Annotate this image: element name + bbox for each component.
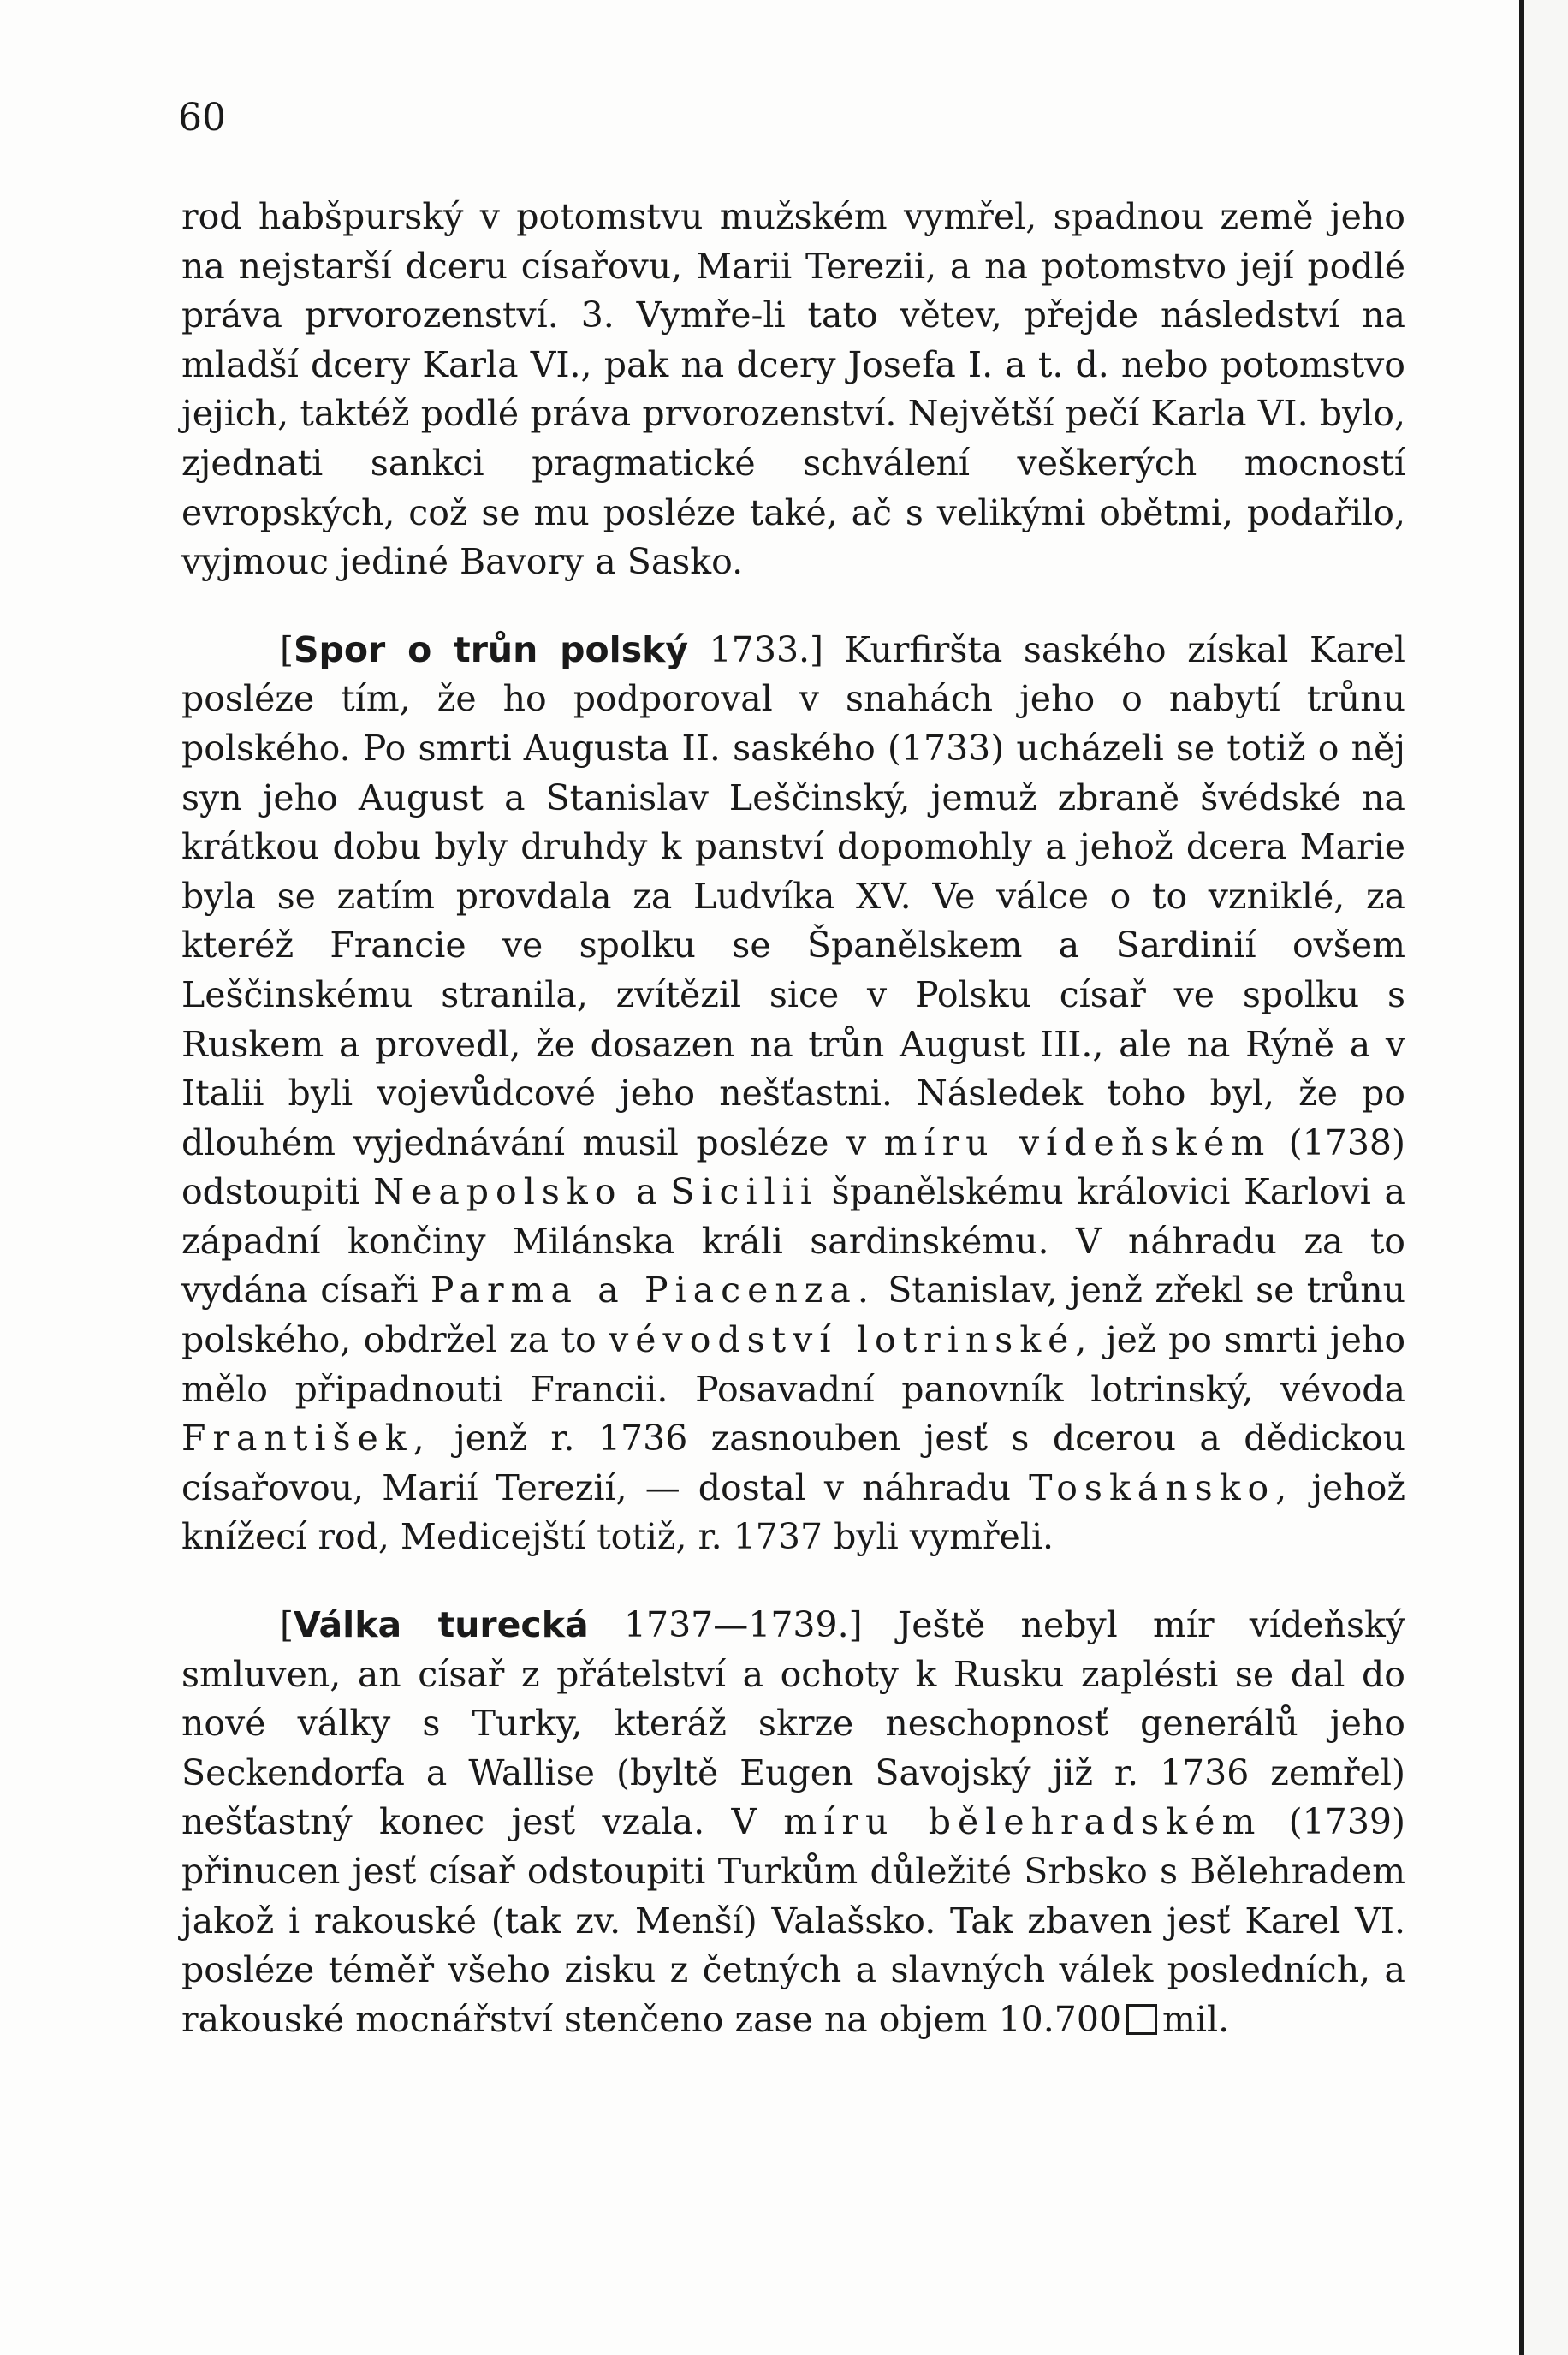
paragraph-3 [181,1601,1405,2044]
text-run: jenž r. 1736 zasnouben jesť s dcerou a dědickou císařovou, Marií Terezií, — dostal v náhradu [181,1418,1405,1508]
square-unit-icon [1126,2004,1157,2035]
text-run: a [622,1171,671,1213]
spaced-term: Sicilii [670,1171,818,1213]
text-run: Stanislav, jenž zřekl se trůnu polského, obdržel za to [181,1270,1406,1361]
body-text [181,193,1405,2044]
paragraph-2 [181,626,1405,1562]
text-run: mil. [1162,1998,1230,2040]
page-edge [1519,0,1568,2355]
page-number: 60 [178,96,226,140]
text-run: Kurfiršta saského získal Karel posléze tím, že ho podporoval v snahách jeho o nabytí trůnu polského. Po smrti Augusta II. saského (1733) ucházeli se totiž o něj syn jeho August a Stanislav Leščinský, jemuž zbraně švédské na krátkou dobu byly druhdy k panství dopomohly a jehož dcera Marie byla se zatím provdala za Ludvíka XV. Ve válce o to vzniklé, za kteréž Francie ve spolku se Španělskem a Sardinií ovšem Leščinskému stranila, zvítězil sice v Polsku císař ve spolku s Ruskem a provedl, že dosazen na trůn August III., ale na Rýně a v Italii byli vojevůdcové jeho nešťastni. Následek toho byl, že po dlouhém vyjednávání musil posléze v [181,628,1405,1163]
section-heading-year: 1737—1739.] [588,1604,863,1646]
text-run: jehož knížecí rod, Medicejští totiž, r. 1737 byli vymřeli. [181,1466,1405,1558]
spaced-term: míru vídeňském [883,1121,1272,1163]
text-run: jež po smrti jeho mělo připadnouti Francii. Posavadní panovník lotrinský, vévoda [181,1319,1406,1410]
spaced-term: vévodství lotrinské, [609,1319,1094,1361]
text-run: španělskému královici Karlovi a západní končiny Milánska králi sardinskému. V náhradu za to vydána císaři [181,1171,1405,1311]
text-run: (1739) přinucen jesť císař odstoupiti Turkům důležité Srbsko s Bělehradem jakož i rakouské (tak zv. Menší) Valašsko. Tak zbaven jesť Karel VI. posléze téměř všeho zisku z četných a slavných válek posledních, a rakouské mocnářství stenčeno zase na objem 10.700 [181,1801,1406,2040]
section-heading-polish-succession: Spor o trůn polský [294,628,689,670]
paragraph-1: rod habšpurský v potomstvu mužském vymřel, spadnou země jeho na nejstarší dceru císařovu, Marii Terezii, a na potomstvo její podlé práva prvorozenství. 3. Vymře-li tato větev, přejde následství na mladší dcery Karla VI., pak na dcery Josefa I. a t. d. nebo potomstvo jejich, taktéž podlé práva prvorozenství. Největší pečí Karla VI. bylo, zjednati sankci pragmatické schválení veškerých mocností evropských, což se mu posléze také, ač s velikými obětmi, podařilo, vyjmouc jediné Bavory a Sasko. [181,196,1405,583]
spaced-term: Parma a Piacenza. [430,1270,876,1311]
spaced-term: Neapolsko [373,1171,623,1213]
text-run: (1738) odstoupiti [181,1121,1405,1213]
section-heading-year: 1733.] [688,628,824,670]
bracket-open: [ [280,628,294,670]
bracket-open: [ [280,1604,294,1646]
spaced-term: míru bělehradském [783,1801,1262,1843]
section-heading-turkish-war: Válka turecká [294,1604,589,1646]
spaced-term: Toskánsko, [1029,1466,1294,1508]
text-run: Ještě nebyl mír vídeňský smluven, an císař z přátelství a ochoty k Rusku zaplésti se dal do nové války s Turky, kteráž skrze neschopnosť generálů jeho Seckendorfa a Wallise (byltě Eugen Savojský již r. 1736 zemřel) nešťastný konec jesť vzala. V [181,1604,1405,1843]
spaced-term: František, [181,1418,431,1460]
